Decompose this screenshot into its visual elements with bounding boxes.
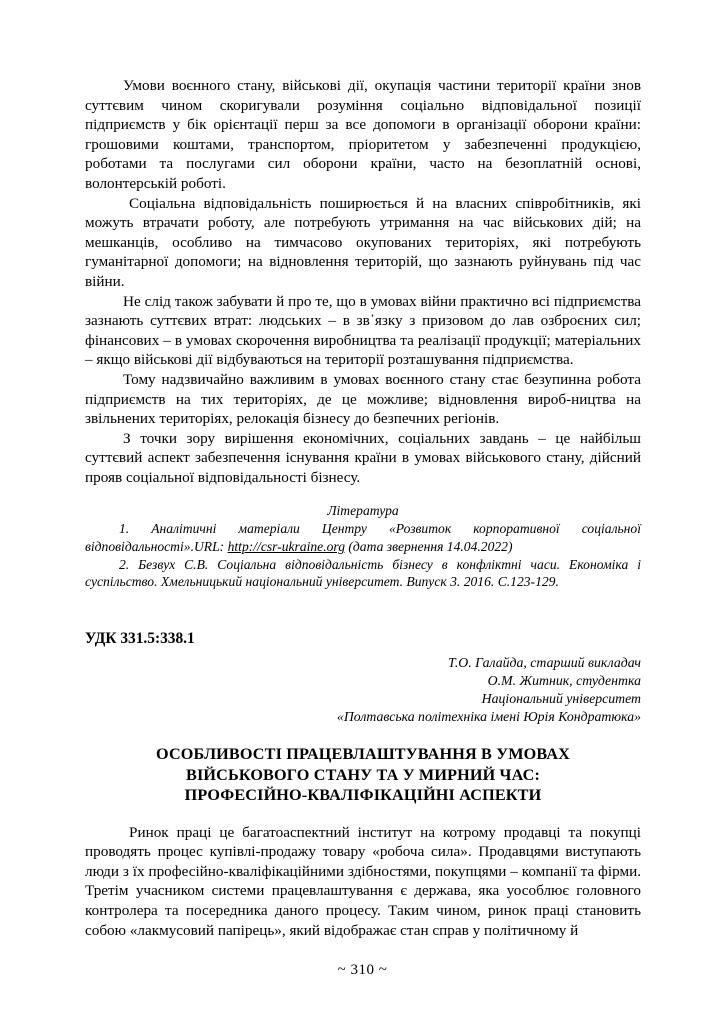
author-line: О.М. Житник, студентка xyxy=(487,673,641,689)
author-line: Т.О. Галайда, старший викладач xyxy=(448,655,641,671)
page-content xyxy=(85,76,641,940)
reference-item xyxy=(85,520,641,556)
page-number: ~ 310 ~ xyxy=(337,962,388,978)
title-line: ПРОФЕСІЙНО-КВАЛІФІКАЦІЙНІ АСПЕКТИ xyxy=(184,786,542,805)
author-block xyxy=(85,654,641,726)
intro-body-text xyxy=(85,76,641,487)
reference-text-before-url: 2. Безвух С.В. Соціальна відповідальність бізнесу в конфліктні часи. Економіка і суспільство. Хмельницький національний університет. Випуск 3. 2016. С.123-129. xyxy=(85,556,641,590)
udc-code: УДК 331.5:338.1 xyxy=(85,630,195,648)
body-paragraph: Тому надзвичайно важливим в умовах воєнного стану стає безупинна робота підприємств на тих територіях, де це можливе; відновлення вироб-ництва на звільнених територіях, релокація бізнесу до безпечних регіонів. xyxy=(85,370,641,428)
body-paragraph: Умови воєнного стану, військові дії, окупація частини території країни знов суттєвим чином скоригували розуміння соціально відповідальної позиції підприємств у бік орієнтації перш за все допомоги в організації оборони країни: грошовими коштами, транспортом, пріоритетом у забезпеченні продукцією, роботами та послугами сил оборони країни, часто на безоплатній основі, волонтерській роботі. xyxy=(85,77,641,192)
affiliation-line: Національний університет xyxy=(481,691,641,707)
article-title xyxy=(85,744,641,806)
title-line: ОСОБЛИВОСТІ ПРАЦЕВЛАШТУВАННЯ В УМОВАХ xyxy=(156,745,570,764)
reference-text-before-url: 1. Аналітичні матеріали Центру «Розвиток корпоративної соціальної відповідальності».URL: xyxy=(85,520,641,554)
body-paragraph: Ринок праці це багатоаспектний інститут на котрому продавці та покупці проводять процес купівлі-продажу товару «робоча сила». Продавцями виступають люди з їх професійно-кваліфікаційними здібностями, покупцями – компанії та фірми. Третім учасником системи працевлаштування є держава, яка уособлює головного контролера та посередника даного процесу. Таким чином, ринок праці становить собою «лакмусовий папірець», який відображає стан справ у політичному й xyxy=(85,823,641,939)
references-heading: Література xyxy=(327,503,399,519)
references-section xyxy=(85,502,641,591)
reference-url-link[interactable]: http://csr-ukraine.org xyxy=(227,538,345,554)
reference-item xyxy=(85,556,641,592)
affiliation-line: «Полтавська політехніка імені Юрія Кондратюка» xyxy=(336,709,641,725)
article-body-text xyxy=(85,823,641,941)
reference-text-after-url: (дата звернення 14.04.2022) xyxy=(345,538,513,554)
title-line: ВІЙСЬКОВОГО СТАНУ ТА У МИРНИЙ ЧАС: xyxy=(186,765,540,784)
body-paragraph: З точки зору вирішення економічних, соціальних завдань – це найбільш суттєвий аспект забезпечення існування країни в умовах військового стану, дійсний прояв соціальної відповідальності бізнесу. xyxy=(85,429,641,486)
body-paragraph: Не слід також забувати й про те, що в умовах війни практично всі підприємства зазнають суттєвих втрат: людських – в зв᾽язку з призовом до лав озброєних сил; фінансових – в умовах скорочення виробництва та реалізації продукції; матеріальних – якщо військові дії відбуваються на території розташування підприємства. xyxy=(85,292,641,369)
udc-block xyxy=(85,629,641,648)
body-paragraph: Соціальна відповідальність поширюється й на власних співробітників, які можуть втрачати роботу, але потребують утримання на час військових дій; на мешканців, особливо на тимчасово окупованих територіях, які потребують гуманітарної допомоги; на відновлення територій, що зазнають руйнувань під час війни. xyxy=(85,194,641,290)
